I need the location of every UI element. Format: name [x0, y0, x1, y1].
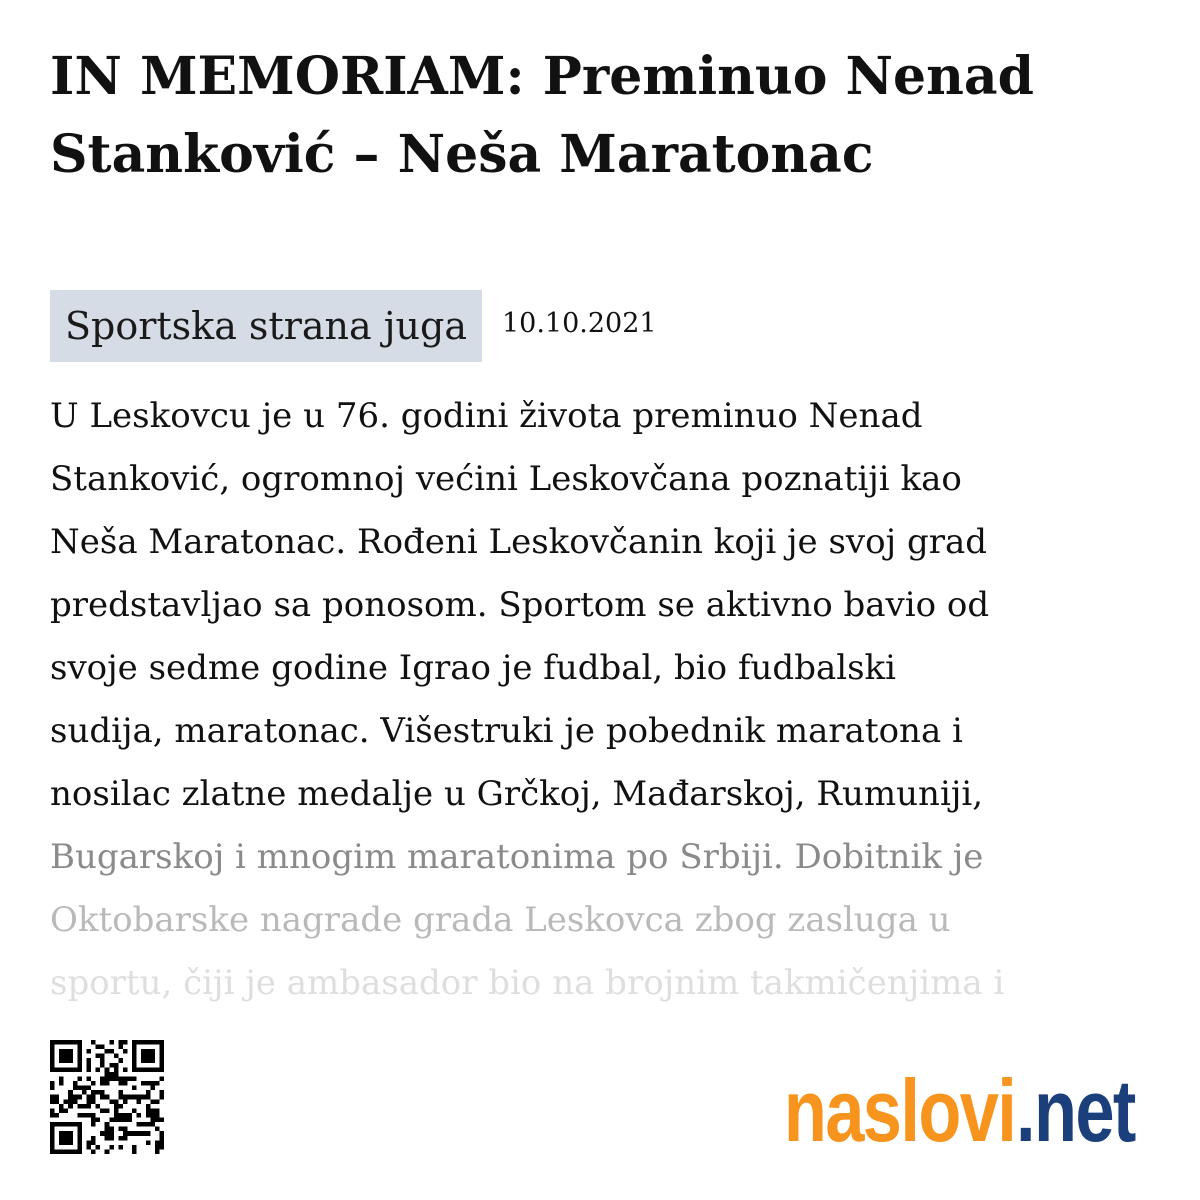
- body-line: sportu, čiji je ambasador bio na brojnim takmičenjima i: [50, 963, 1005, 1003]
- body-line: Stanković, ogromnoj većini Leskovčana poznatiji kao: [50, 459, 962, 499]
- qr-code-icon[interactable]: [50, 1040, 164, 1154]
- source-badge[interactable]: Sportska strana juga: [50, 290, 482, 362]
- publish-date: 10.10.2021: [501, 308, 657, 339]
- body-line: Bugarskoj i mnogim maratonima po Srbiji. Dobitnik je: [50, 837, 984, 877]
- article-body: [50, 385, 1180, 1025]
- body-line: predstavljao sa ponosom. Sportom se aktivno bavio od: [50, 585, 990, 625]
- logo-net-text: .net: [1015, 1061, 1135, 1160]
- body-line: Oktobarske nagrade grada Leskovca zbog zasluga u: [50, 900, 951, 940]
- body-line: Neša Maratonac. Rođeni Leskovčanin koji je svoj grad: [50, 522, 988, 562]
- body-line: nosilac zlatne medalje u Grčkoj, Mađarskoj, Rumuniji,: [50, 774, 984, 814]
- body-line: sudija, maratonac. Višestruki je pobednik maratona i: [50, 711, 963, 751]
- article-meta: [50, 290, 657, 362]
- naslovi-net-logo[interactable]: [726, 1063, 1164, 1159]
- logo-naslovi-text: naslovi: [784, 1061, 1016, 1160]
- body-line: U Leskovcu je u 76. godini života preminuo Nenad: [50, 396, 923, 436]
- body-line: svoje sedme godine Igrao je fudbal, bio fudbalski: [50, 648, 897, 688]
- article-title: IN MEMORIAM: Preminuo Nenad Stanković – Neša Maratonac: [50, 46, 1034, 185]
